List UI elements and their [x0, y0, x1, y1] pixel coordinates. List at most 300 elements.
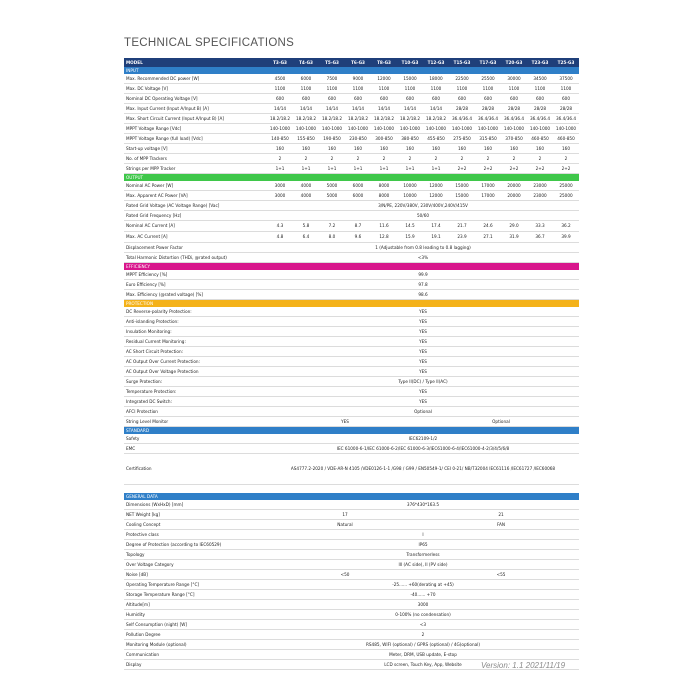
spec-value: 9.6: [354, 234, 362, 240]
spec-value: III (AC side), II (PV side): [398, 561, 448, 567]
spec-value: YES: [419, 338, 427, 344]
spec-label: Nominal AC Power [W]: [126, 182, 174, 188]
spec-label: AFCI Protection: [126, 408, 158, 414]
spec-row: [124, 124, 579, 134]
spec-row: [124, 540, 579, 550]
spec-label: Over Voltage Category: [126, 561, 174, 567]
spec-values: [267, 193, 579, 198]
spec-value: YES: [419, 388, 427, 394]
spec-row: [124, 94, 579, 104]
model-name: T5-G3: [325, 60, 339, 65]
spec-value: 4.3: [276, 223, 284, 229]
spec-value: 17000: [481, 182, 495, 188]
spec-row: [124, 570, 579, 580]
spec-value: 8.0: [328, 234, 336, 240]
model-name: T15-G3: [453, 60, 471, 65]
spec-value: 2: [382, 155, 386, 161]
spec-value: 2+2: [483, 165, 493, 171]
spec-value: 160: [458, 145, 466, 151]
spec-row: [124, 367, 579, 377]
spec-row: [124, 500, 579, 510]
spec-value: 10000: [403, 182, 417, 188]
spec-value: 1100: [300, 85, 312, 91]
spec-value: 155-850: [297, 135, 315, 141]
spec-row: [124, 164, 579, 174]
spec-value: 275-850: [453, 135, 471, 141]
spec-row: [124, 387, 579, 397]
spec-value: 23000: [533, 182, 547, 188]
spec-value: 36.4/36.4: [477, 115, 499, 121]
spec-value: 36.2: [561, 223, 571, 229]
spec-value: 600: [354, 95, 362, 101]
spec-value: 33.3: [535, 223, 545, 229]
spec-value: 1100: [560, 85, 572, 91]
spec-value: 1+1: [379, 165, 389, 171]
spec-value: 36.4/36.4: [529, 115, 551, 121]
section-spacer: [124, 485, 579, 493]
spec-label: Topology: [126, 551, 145, 557]
spec-value: 17000: [481, 192, 495, 198]
spec-row: [124, 444, 579, 454]
spec-value: 10000: [403, 192, 417, 198]
spec-label: AC Output Over Current Protection:: [126, 358, 200, 364]
spec-label: NET Weight [kg]: [126, 511, 160, 517]
spec-value: 5000: [326, 192, 338, 198]
spec-value: 27.1: [483, 234, 493, 240]
spec-value: 1100: [378, 85, 390, 91]
spec-values: [267, 146, 579, 151]
spec-label: Max. Recommended DC power [W]: [126, 75, 200, 81]
spec-row: [124, 630, 579, 640]
spec-value: 39.9: [561, 234, 571, 240]
spec-value: 0-100% (no condensation): [395, 611, 451, 617]
section-header: OUTPUT: [124, 174, 579, 181]
spec-value: 18.2/18.2: [269, 115, 291, 121]
spec-value: 600: [510, 95, 518, 101]
spec-label: Strings per MPP Tracker: [126, 165, 176, 171]
spec-value: 2+2: [561, 165, 571, 171]
spec-value: 600: [406, 95, 414, 101]
spec-value: 23.9: [457, 234, 467, 240]
spec-value: Optional: [492, 418, 510, 424]
spec-value: 14.5: [405, 223, 415, 229]
spec-value: 4500: [274, 75, 286, 81]
spec-value: 160: [536, 145, 544, 151]
spec-value: 315-850: [479, 135, 497, 141]
spec-value: 14/14: [403, 105, 417, 111]
spec-value: 12000: [377, 75, 391, 81]
model-name: T4-G3: [299, 60, 313, 65]
spec-value: 190-850: [323, 135, 341, 141]
spec-value: 99.9: [418, 271, 428, 277]
spec-value: 160: [380, 145, 388, 151]
spec-value: 25000: [559, 182, 573, 188]
spec-value: 460-850: [531, 135, 549, 141]
spec-row: [124, 243, 579, 253]
spec-value: 1100: [482, 85, 494, 91]
spec-value: <50: [340, 571, 350, 577]
spec-value: 600: [380, 95, 388, 101]
spec-row: [124, 181, 579, 191]
spec-value: 1100: [430, 85, 442, 91]
spec-row: [124, 407, 579, 417]
spec-value: 1100: [534, 85, 546, 91]
spec-value: 376*430*163.5: [406, 501, 440, 507]
spec-value: Type II(DC) / Type II(AC): [398, 378, 448, 384]
spec-row: [124, 620, 579, 630]
spec-value: 18.2/18.2: [399, 115, 421, 121]
spec-value: -40...... +70: [410, 591, 436, 597]
spec-value: LCD screen, Touch Key, App, Website: [384, 661, 462, 667]
spec-value: 28/28: [533, 105, 547, 111]
spec-value: 2: [304, 155, 308, 161]
spec-value: 140-850: [271, 135, 289, 141]
spec-value: 12000: [429, 182, 443, 188]
spec-label: MPPT Voltage Range [Vdc]: [126, 125, 182, 131]
spec-value: 6000: [352, 182, 364, 188]
spec-row: [124, 357, 579, 367]
spec-value: 1100: [508, 85, 520, 91]
spec-value: 30000: [507, 75, 521, 81]
spec-value: 14/14: [273, 105, 287, 111]
spec-label: Displacement Power Factor: [126, 244, 183, 250]
spec-value: 4000: [300, 182, 312, 188]
spec-value: 140-1000: [503, 125, 525, 131]
spec-value: 2: [538, 155, 542, 161]
spec-value: 6000: [352, 192, 364, 198]
spec-row: [124, 397, 579, 407]
spec-label: Noise [dB]: [126, 571, 148, 577]
spec-value: 140-1000: [425, 125, 447, 131]
spec-value: 140-1000: [373, 125, 395, 131]
spec-split-values: [267, 522, 579, 527]
model-name: T25-G3: [557, 60, 575, 65]
spec-value: 28/28: [559, 105, 573, 111]
spec-values: [267, 96, 579, 101]
spec-values: [267, 76, 579, 81]
spec-row: [124, 640, 579, 650]
spec-row: [124, 114, 579, 124]
section-header: EFFICIENCY: [124, 263, 579, 270]
spec-label: Humidity: [126, 611, 145, 617]
spec-value: 140-1000: [295, 125, 317, 131]
spec-value: 8000: [378, 182, 390, 188]
spec-label: Storage Temperature Range [°C]: [126, 591, 195, 597]
spec-label: Anti-islanding Protection:: [126, 318, 179, 324]
section-header: STANDARD: [124, 427, 579, 434]
spec-value: 1 (Adjustable from 0.8 leading to 0.8 lagging): [375, 244, 471, 250]
model-name: T3-G3: [273, 60, 287, 65]
spec-value: 29.0: [509, 223, 519, 229]
spec-value: 600: [536, 95, 544, 101]
spec-value: 600: [276, 95, 284, 101]
spec-label: Cooling Concept: [126, 521, 161, 527]
spec-value: 1+1: [301, 165, 311, 171]
spec-value: 380-850: [401, 135, 419, 141]
spec-value: 2: [421, 631, 425, 637]
spec-split-values: [267, 572, 579, 577]
spec-row: [124, 221, 579, 232]
spec-values: [267, 234, 579, 239]
spec-row: [124, 600, 579, 610]
spec-label: DC Reverse-polarity Protection:: [126, 308, 192, 314]
spec-row: [124, 134, 579, 144]
spec-value: 3000: [274, 192, 286, 198]
spec-value: 140-1000: [269, 125, 291, 131]
section-header: INPUT: [124, 67, 579, 74]
model-header-label: MODEL: [126, 60, 143, 65]
spec-value: 3/N/PE, 220V/380V, 230V/400V,240V/415V: [378, 202, 468, 208]
spec-value: 160: [302, 145, 310, 151]
spec-value: 600: [328, 95, 336, 101]
spec-value: 160: [510, 145, 518, 151]
spec-value: 2: [512, 155, 516, 161]
spec-row: [124, 530, 579, 540]
spec-values: [267, 86, 579, 91]
spec-value: 2: [356, 155, 360, 161]
spec-value: I: [422, 531, 424, 537]
spec-value: 2: [460, 155, 464, 161]
spec-value: YES: [419, 328, 427, 334]
spec-row: [124, 211, 579, 221]
spec-value: YES: [419, 398, 427, 404]
model-name: T17-G3: [479, 60, 497, 65]
spec-value: 97.8: [418, 281, 428, 287]
spec-label: Temperature Protection:: [126, 388, 177, 394]
section-header: GENERAL DATA: [124, 493, 579, 500]
model-name: T10-G3: [401, 60, 419, 65]
spec-value: 140-1000: [477, 125, 499, 131]
spec-row: [124, 84, 579, 94]
model-name: T8-G3: [377, 60, 391, 65]
spec-value: 17.4: [431, 223, 441, 229]
spec-row: [124, 290, 579, 300]
spec-value: 1100: [326, 85, 338, 91]
spec-value: 2: [330, 155, 334, 161]
model-name: T20-G3: [505, 60, 523, 65]
spec-label: Total Harmonic Distortion (THDi, @rated output): [126, 254, 227, 260]
spec-values: [267, 106, 579, 111]
spec-label: Protective class: [126, 531, 159, 537]
spec-row: [124, 144, 579, 154]
spec-value: Optional: [414, 408, 432, 414]
spec-row: [124, 191, 579, 201]
spec-value: YES: [419, 358, 427, 364]
spec-row: [124, 650, 579, 660]
spec-row: [124, 610, 579, 620]
spec-value: 160: [406, 145, 414, 151]
spec-value: <3%: [417, 254, 429, 260]
spec-row: [124, 590, 579, 600]
spec-value: AS4777.2-2020 / VDE-AR-N 4105 /VDE0126-1-1 /G98 / G99 / EN50549-1/ CEI 0-21/ NB/T32004 IEC61116 /IEC61727 /IEC60068: [290, 466, 556, 472]
spec-label: Rated Grid Frequency [Hz]: [126, 212, 182, 218]
spec-value: 1+1: [405, 165, 415, 171]
spec-value: 600: [432, 95, 440, 101]
spec-value: 31.9: [509, 234, 519, 240]
spec-value: FAN: [496, 521, 506, 527]
spec-value: 21: [498, 511, 504, 517]
spec-label: AC Short Circuit Protection:: [126, 348, 184, 354]
spec-label: Altitude[m]: [126, 601, 150, 607]
spec-label: String Level Monitor: [126, 418, 169, 424]
spec-value: 98.6: [418, 291, 428, 297]
spec-row: [124, 270, 579, 280]
spec-label: EMC: [126, 445, 136, 451]
spec-row: [124, 510, 579, 520]
spec-value: 15.9: [405, 234, 415, 240]
spec-value: <3: [419, 621, 427, 627]
spec-value: 12.8: [379, 234, 389, 240]
spec-label: Start-up voltage [V]: [126, 145, 168, 151]
spec-value: 140-1000: [321, 125, 343, 131]
spec-label: AC Output Over Voltage Protection: [126, 368, 199, 374]
spec-value: RS485, WIFI (optional) / GPRS (optional) / 4G(optional): [365, 641, 480, 647]
spec-value: 1100: [404, 85, 416, 91]
spec-value: 24.6: [483, 223, 493, 229]
spec-value: 600: [458, 95, 466, 101]
spec-value: 18.2/18.2: [373, 115, 395, 121]
spec-row: [124, 74, 579, 84]
spec-label: Max. Apparent AC Power [VA]: [126, 192, 188, 198]
spec-value: 370-850: [505, 135, 523, 141]
spec-value: 20000: [507, 182, 521, 188]
spec-label: Dimensions (WxHxD) [mm]: [126, 501, 184, 507]
spec-value: 3000: [417, 601, 429, 607]
spec-value: 6.4: [302, 234, 310, 240]
spec-value: 140-1000: [529, 125, 551, 131]
model-name: T12-G3: [427, 60, 445, 65]
spec-value: 14/14: [377, 105, 391, 111]
spec-row: [124, 232, 579, 243]
spec-row: [124, 520, 579, 530]
spec-value: 1100: [456, 85, 468, 91]
spec-value: Natural: [337, 521, 353, 527]
spec-value: 5000: [326, 182, 338, 188]
spec-row: [124, 550, 579, 560]
spec-row: [124, 327, 579, 337]
spec-label: Insulation Monitoring:: [126, 328, 172, 334]
spec-value: Transformerless: [406, 551, 440, 557]
spec-row: [124, 337, 579, 347]
spec-value: 460-850: [557, 135, 575, 141]
spec-value: 2: [408, 155, 412, 161]
spec-value: 14/14: [299, 105, 313, 111]
spec-value: IEC62109-1/2: [408, 435, 438, 441]
spec-row: [124, 417, 579, 427]
spec-row: [124, 317, 579, 327]
spec-values: [267, 166, 579, 171]
spec-label: Monitoring Module (optional): [126, 641, 187, 647]
spec-values: [267, 116, 579, 121]
spec-label: Display: [126, 661, 142, 667]
spec-label: Max. AC Current [A]: [126, 234, 168, 240]
spec-value: 2+2: [457, 165, 467, 171]
spec-value: YES: [419, 368, 427, 374]
spec-value: 12000: [429, 192, 443, 198]
spec-value: 50/60: [416, 212, 430, 218]
spec-sections: [124, 67, 579, 670]
spec-value: 1+1: [275, 165, 285, 171]
spec-value: 1+1: [327, 165, 337, 171]
spec-value: 600: [302, 95, 310, 101]
spec-value: 25000: [559, 192, 573, 198]
spec-value: 5.8: [302, 223, 310, 229]
spec-label: Degree of Protection (according to IEC60529): [126, 541, 222, 547]
spec-value: 36.4/36.4: [503, 115, 525, 121]
spec-label: Operating Temperature Range [°C]: [126, 581, 200, 587]
spec-label: Rated Grid Voltage (AC Voltage Range) [Vac]: [126, 202, 220, 208]
spec-value: 300-850: [375, 135, 393, 141]
spec-row: [124, 347, 579, 357]
spec-value: 8.7: [354, 223, 362, 229]
spec-label: Max. DC Voltage [V]: [126, 85, 168, 91]
spec-value: 34500: [533, 75, 547, 81]
spec-value: 140-1000: [555, 125, 577, 131]
spec-value: 8000: [378, 192, 390, 198]
spec-table: [124, 58, 579, 670]
spec-value: 23000: [533, 192, 547, 198]
spec-value: 14/14: [325, 105, 339, 111]
spec-value: 36.4/36.4: [555, 115, 577, 121]
spec-value: YES: [419, 348, 427, 354]
spec-value: 20000: [507, 192, 521, 198]
spec-value: 140-1000: [399, 125, 421, 131]
spec-value: 19.1: [431, 234, 441, 240]
spec-label: MPPT Efficiency [%]: [126, 271, 168, 277]
spec-value: 1100: [352, 85, 364, 91]
spec-label: Self Consumption (night) [W]: [126, 621, 188, 627]
spec-value: 18.2/18.2: [321, 115, 343, 121]
spec-values: [267, 156, 579, 161]
spec-value: 11.6: [379, 223, 389, 229]
spec-value: IEC 61000-6-1/IEC 61000-6-2/IEC 61000-6-3/IEC61000-6-4/IEC61000-4-2/3/4/5/6/8: [336, 445, 510, 451]
spec-value: 2: [434, 155, 438, 161]
spec-value: 36.7: [535, 234, 545, 240]
spec-value: 600: [562, 95, 570, 101]
spec-label: No. of MPP Trackers: [126, 155, 167, 161]
spec-value: 28/28: [455, 105, 469, 111]
spec-value: 25500: [481, 75, 495, 81]
spec-row: [124, 434, 579, 444]
spec-label: Surge Protection:: [126, 378, 163, 384]
spec-value: 2+2: [509, 165, 519, 171]
spec-row: [124, 154, 579, 164]
spec-row: [124, 253, 579, 263]
model-name: T6-G3: [351, 60, 365, 65]
spec-values: [267, 223, 579, 228]
spec-value: 14/14: [351, 105, 365, 111]
spec-value: 36.4/36.4: [451, 115, 473, 121]
spec-label: Residual Current Monitoring:: [126, 338, 186, 344]
spec-value: YES: [419, 318, 427, 324]
spec-value: 22500: [455, 75, 469, 81]
spec-value: 1+1: [431, 165, 441, 171]
spec-value: 21.7: [457, 223, 467, 229]
spec-value: 2: [486, 155, 490, 161]
spec-value: 140-1000: [347, 125, 369, 131]
spec-value: 140-1000: [451, 125, 473, 131]
spec-value: 14/14: [429, 105, 443, 111]
spec-value: 18.2/18.2: [295, 115, 317, 121]
spec-value: 18.2/18.2: [425, 115, 447, 121]
spec-value: 28/28: [507, 105, 521, 111]
spec-value: <55: [496, 571, 506, 577]
spec-value: YES: [341, 418, 349, 424]
spec-label: Nominal DC Operating Voltage [V]: [126, 95, 198, 101]
spec-split-values: [267, 512, 579, 517]
spec-value: 17: [342, 511, 348, 517]
spec-value: 18000: [429, 75, 443, 81]
